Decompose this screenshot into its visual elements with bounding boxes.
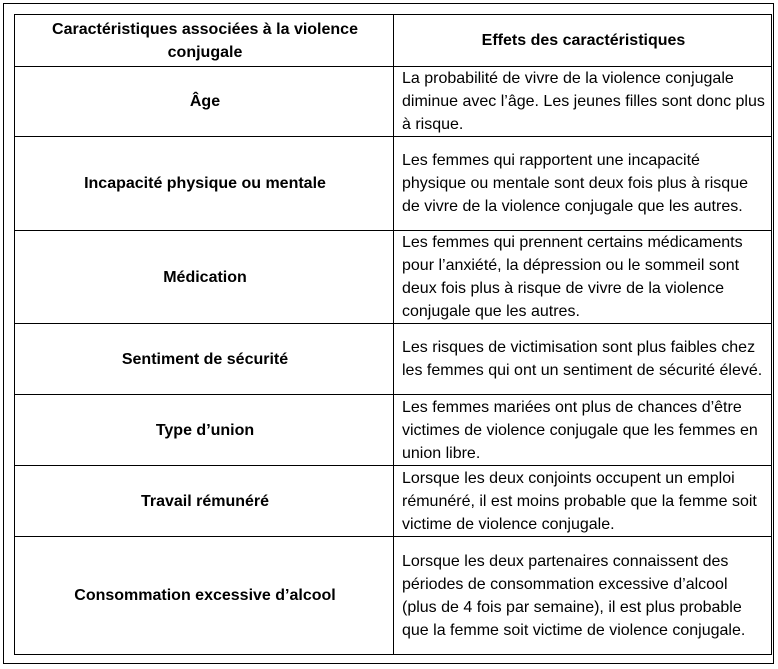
characteristic-cell: Type d’union	[15, 395, 394, 466]
characteristic-cell: Incapacité physique ou mentale	[15, 137, 394, 231]
table-row	[15, 466, 772, 537]
header-characteristics: Caractéristiques associées à la violence conjugale	[15, 15, 394, 67]
table-row	[15, 67, 772, 137]
effect-cell: Lorsque les deux conjoints occupent un emploi rémunéré, il est moins probable que la femme soit victime de violence conjugale.	[394, 466, 772, 537]
table-row	[15, 324, 772, 395]
effect-cell: Les risques de victimisation sont plus faibles chez les femmes qui ont un sentiment de sécurité élevé.	[394, 324, 772, 395]
effect-cell: Lorsque les deux partenaires connaissent des périodes de consommation excessive d’alcool (plus de 4 fois par semaine), il est plus probable que la femme soit victime de violence conjugale.	[394, 537, 772, 655]
table-row	[15, 137, 772, 231]
header-effects: Effets des caractéristiques	[394, 15, 772, 67]
effect-cell: Les femmes mariées ont plus de chances d’être victimes de violence conjugale que les femmes en union libre.	[394, 395, 772, 466]
table-row	[15, 395, 772, 466]
document-frame	[3, 3, 774, 664]
table-row	[15, 537, 772, 655]
characteristic-cell: Sentiment de sécurité	[15, 324, 394, 395]
characteristics-table	[14, 14, 772, 655]
table-row	[15, 231, 772, 324]
effect-cell: Les femmes qui rapportent une incapacité physique ou mentale sont deux fois plus à risque de vivre de la violence conjugale que les autres.	[394, 137, 772, 231]
characteristic-cell: Médication	[15, 231, 394, 324]
characteristic-cell: Âge	[15, 67, 394, 137]
characteristic-cell: Travail rémunéré	[15, 466, 394, 537]
effect-cell: La probabilité de vivre de la violence conjugale diminue avec l’âge. Les jeunes filles sont donc plus à risque.	[394, 67, 772, 137]
table-header-row	[15, 15, 772, 67]
characteristic-cell: Consommation excessive d’alcool	[15, 537, 394, 655]
effect-cell: Les femmes qui prennent certains médicaments pour l’anxiété, la dépression ou le sommeil sont deux fois plus à risque de vivre de la violence conjugale que les autres.	[394, 231, 772, 324]
